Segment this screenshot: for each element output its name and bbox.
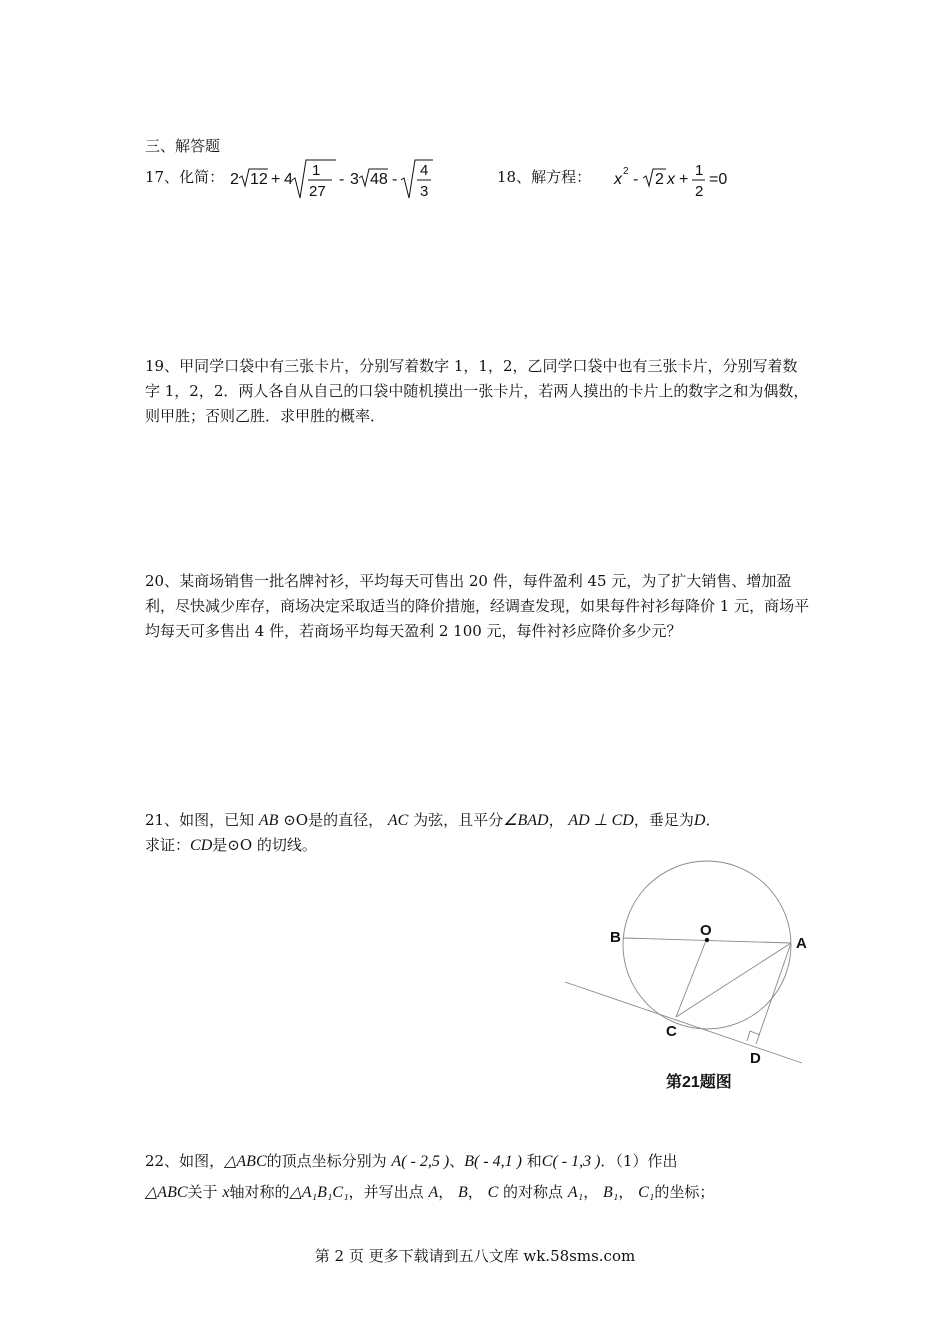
figure-caption: 第21题图: [666, 1074, 732, 1091]
q22-text-3: ．（1）作出: [600, 1152, 678, 1170]
q22-text-6: ，并写出点: [348, 1183, 424, 1201]
q21-text-2: 是的直径，: [308, 811, 384, 829]
svg-text:4: 4: [420, 162, 429, 179]
svg-text:1: 1: [695, 162, 704, 179]
segment-oc: [676, 938, 707, 1017]
figure-circle: [623, 861, 791, 1029]
q22-b1: B₁: [602, 1184, 619, 1201]
label-c: C: [666, 1023, 677, 1040]
svg-text:2: 2: [623, 166, 629, 177]
question-17: [145, 166, 224, 187]
page-footer: 第 2 页 更多下载请到五八文库 wk.58sms.com: [314, 1247, 636, 1265]
q22-b: B: [458, 1184, 468, 1201]
svg-text:-: -: [633, 171, 639, 188]
question-19: 19、甲同学口袋中有三张卡片，分别写着数字 1，1，2，乙同学口袋中也有三张卡片，分别写着数字 1，2，2．两人各自从自己的口袋中随机摸出一张卡片，若两人摸出的卡片上的数字之和为偶数，则甲胜；否则乙胜．求甲胜的概率．: [145, 357, 809, 425]
q22-and: 和: [526, 1152, 542, 1170]
q22-a: A: [428, 1184, 439, 1201]
q17-formula: [228, 154, 438, 204]
svg-text:1: 1: [312, 162, 321, 179]
svg-text:3: 3: [350, 171, 359, 188]
q22-point-a: A( - 2,5 ): [391, 1153, 450, 1170]
svg-text:-: -: [339, 171, 345, 188]
label-o: O: [700, 922, 712, 939]
svg-text:48: 48: [370, 171, 388, 188]
question-21: 21、如图，已知 AB ⊙O是的直径， AC 为弦，且平分∠BAD， AD ⊥ CD，垂足为D． 求证：CD是⊙O 的切线。: [145, 811, 721, 854]
question-22: 22、如图，△ABC的顶点坐标分别为 A( - 2,5 )、B( - 4,1 ) 和C( - 1,3 )．（1）作出 △ABC关于 x轴对称的△A₁B₁C₁，并写出点 A， B， C 的对称点 A₁， B₁， C₁的坐标；: [145, 1152, 715, 1201]
q21-text-1: 21、如图，已知: [145, 811, 255, 829]
question-20: [145, 569, 810, 644]
segment-ac: [676, 943, 791, 1017]
svg-text:+: +: [679, 171, 689, 188]
q18-formula: [612, 156, 752, 202]
q21-text-6: 是⊙O 的切线。: [212, 836, 317, 854]
label-a: A: [796, 935, 807, 952]
q21-text-4: ，垂足为: [633, 811, 694, 829]
svg-text:4: 4: [284, 171, 293, 188]
q22-c1: C₁: [638, 1184, 655, 1201]
tangent-line-cd: [565, 982, 802, 1063]
section-heading: 三、解答题: [145, 137, 221, 155]
segment-ad: [756, 943, 791, 1044]
q22-triangle-2: △ABC: [145, 1184, 188, 1201]
q22-triangle: △ABC: [224, 1153, 267, 1170]
q20-text: 20、某商场销售一批名牌衬衫，平均每天可售出 20 件，每件盈利 45 元，为了扩大销售、增加盈利，尽快减少库存，商场决定采取适当的降价措施，经调查发现，如果每件衬衫每降价 1 元，商场平均每天可多售出 4 件，若商场平均每天盈利 2 100 元，每件衬衫应降价多少元？: [145, 572, 810, 640]
q22-text-8: 的坐标；: [654, 1183, 715, 1201]
question-18: [497, 166, 591, 187]
right-angle-mark: [747, 1031, 760, 1041]
svg-text:27: 27: [309, 183, 326, 200]
q21-ab: AB: [258, 812, 279, 829]
q21-cd: CD: [190, 837, 213, 854]
q21-circle-o: ⊙O: [283, 811, 309, 829]
q22-point-c: C( - 1,3 ): [541, 1153, 601, 1170]
q21-ac: AC: [387, 812, 409, 829]
q21-figure: [560, 855, 820, 1095]
q22-triangle-1: △A₁B₁C₁: [289, 1184, 349, 1201]
q22-text-5: 轴对称的: [229, 1183, 290, 1201]
svg-text:2: 2: [230, 171, 239, 188]
svg-text:3: 3: [420, 183, 429, 200]
q21-text-5: 求证：: [145, 836, 191, 854]
q17-label: 17、化简：: [145, 168, 225, 186]
q21-d: D: [693, 812, 706, 829]
svg-text:2: 2: [655, 171, 664, 188]
q21-text-3: 为弦，且平分: [413, 811, 504, 829]
q22-text-1: 22、如图，: [145, 1152, 225, 1170]
q22-point-b: B( - 4,1 ): [464, 1153, 522, 1170]
svg-text:2: 2: [695, 183, 704, 200]
label-b: B: [610, 929, 621, 946]
q22-text-2: 的顶点坐标分别为: [266, 1152, 387, 1170]
q22-text-7: 的对称点: [503, 1183, 564, 1201]
svg-text:+: +: [271, 171, 281, 188]
svg-text:=0: =0: [709, 171, 728, 188]
svg-text:-: -: [392, 171, 398, 188]
q21-perp: AD ⊥ CD: [568, 812, 634, 829]
svg-text:x: x: [614, 171, 622, 188]
q21-angle: ∠BAD: [503, 812, 549, 829]
svg-text:x: x: [667, 171, 675, 188]
svg-text:12: 12: [250, 171, 268, 188]
q22-a1: A₁: [567, 1184, 584, 1201]
q22-text-4: 关于: [187, 1183, 218, 1201]
q22-x: x: [222, 1184, 230, 1201]
label-d: D: [750, 1050, 761, 1067]
q22-c: C: [487, 1184, 499, 1201]
q18-label: 18、解方程：: [497, 168, 592, 186]
